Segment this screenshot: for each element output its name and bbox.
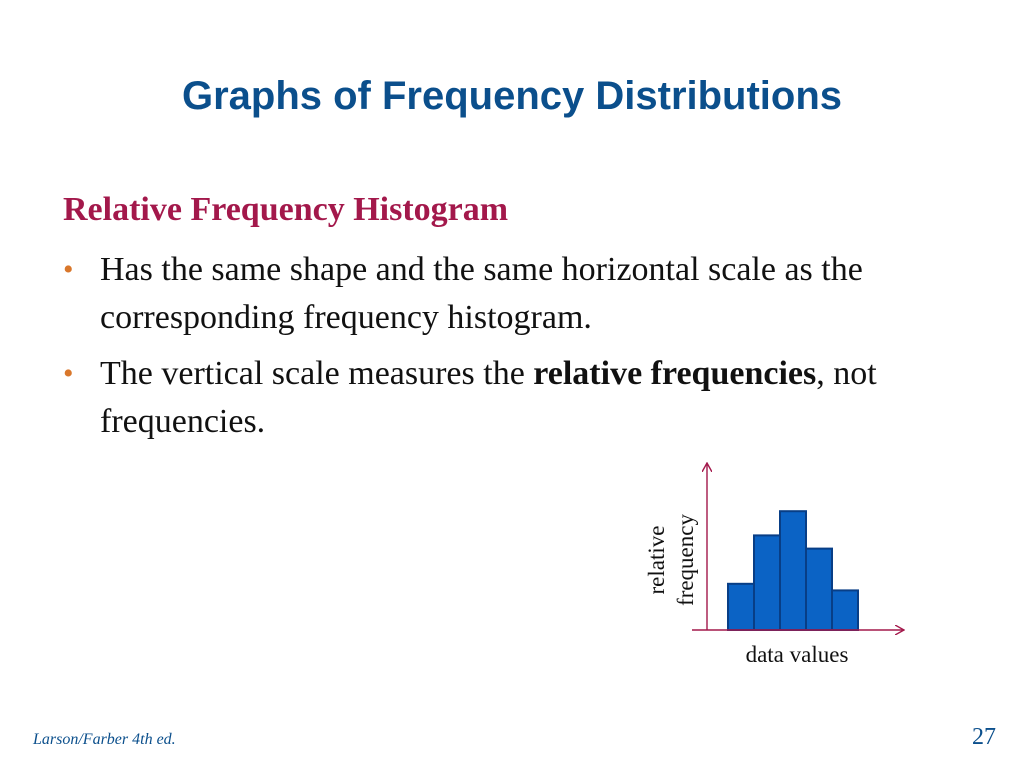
bullet-text-plain: Has the same shape and the same horizontal scale as the corresponding frequency histogram. bbox=[100, 251, 863, 336]
bullet-text bbox=[100, 251, 863, 336]
x-axis-label: data values bbox=[745, 642, 849, 667]
relative-frequency-histogram bbox=[620, 455, 920, 680]
histogram-bar-1 bbox=[728, 584, 754, 630]
bullet-text bbox=[100, 355, 877, 440]
bar-group bbox=[728, 511, 858, 630]
bullet-text-plain: The vertical scale measures the bbox=[100, 355, 534, 392]
bullet-list bbox=[63, 246, 963, 454]
y-axis-label-line1: relative bbox=[644, 525, 669, 595]
bullet-item bbox=[63, 246, 963, 342]
bullet-text-emphasis: relative frequencies bbox=[533, 355, 817, 392]
histogram-bar-5 bbox=[832, 590, 858, 630]
bullet-marker-icon: • bbox=[63, 253, 74, 286]
page-number: 27 bbox=[972, 724, 996, 750]
bullet-text-plain: , not frequencies. bbox=[100, 355, 877, 440]
footer-source: Larson/Farber 4th ed. bbox=[33, 731, 176, 748]
bullet-marker-icon: • bbox=[63, 357, 74, 390]
slide-title: Graphs of Frequency Distributions bbox=[181, 74, 843, 118]
bullet-item bbox=[63, 350, 963, 446]
histogram-bar-3 bbox=[780, 511, 806, 630]
section-heading: Relative Frequency Histogram bbox=[63, 191, 509, 228]
histogram-bar-2 bbox=[754, 535, 780, 630]
histogram-bar-4 bbox=[806, 549, 832, 630]
y-axis-label-line2: frequency bbox=[673, 514, 698, 606]
